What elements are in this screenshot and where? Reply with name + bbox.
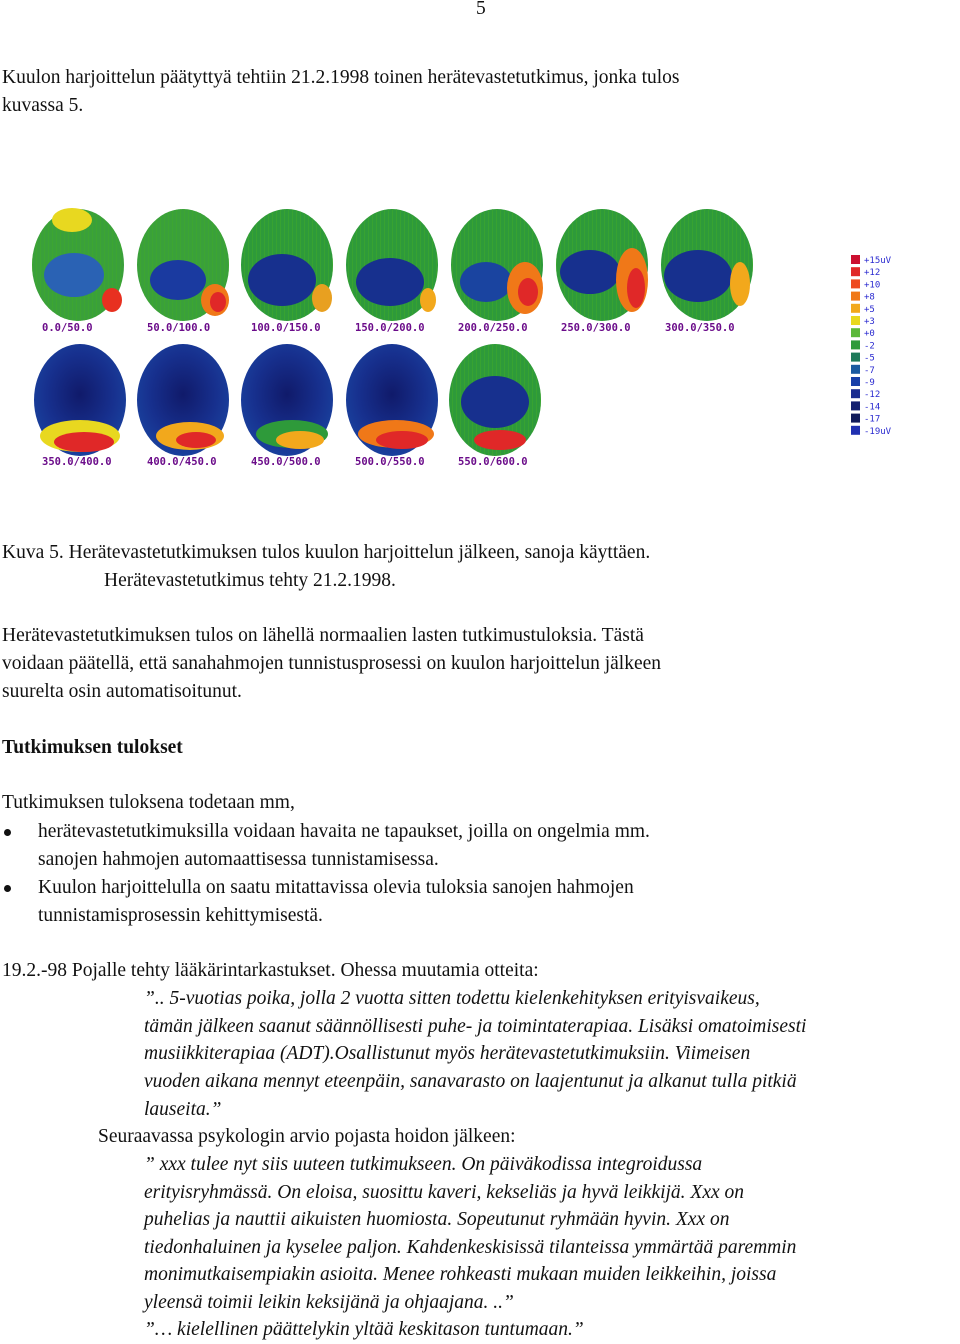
map-label-4: 150.0/200.0 [355, 322, 425, 334]
quote1-line-5: lauseita.” [144, 1099, 222, 1120]
scale-label: -12 [864, 390, 881, 401]
brain-map-10 [241, 344, 333, 456]
map-label-5: 200.0/250.0 [458, 322, 528, 334]
results-intro: Tutkimuksen tuloksena todetaan mm, [2, 792, 295, 813]
scale-swatch [851, 316, 860, 325]
quote2-line-5: monimutkaisempiakin asioita. Menee rohkeasti mukaan muiden leikkeihin, joissa [144, 1264, 777, 1285]
bullet-1-line-1: herätevastetutkimuksilla voidaan havaita ne tapaukset, joilla on ongelmia mm. [38, 821, 650, 842]
brain-map-11 [346, 344, 438, 456]
intro-line-1: Kuulon harjoittelun päätyttyä tehtiin 21.2.1998 toinen herätevastetutkimus, jonka tulos [2, 67, 680, 88]
brain-map-9 [137, 344, 229, 456]
scale-label: -9 [864, 378, 875, 388]
scale-swatch [851, 304, 860, 313]
brain-map-3 [241, 209, 333, 321]
bullet-1-line-2: sanojen hahmojen automaattisessa tunnistamisessa. [38, 849, 439, 870]
scale-swatch [851, 279, 860, 288]
quote1-line-1: ”.. 5-vuotias poika, jolla 2 vuotta sitten todettu kielenkehityksen erityisvaikeus, [144, 988, 760, 1009]
para1-line-3: suurelta osin automatisoitunut. [2, 681, 242, 702]
brain-map-5 [451, 209, 543, 321]
quote1-line-2: tämän jälkeen saanut säännöllisesti puhe- ja toimintaterapiaa. Lisäksi omatoimisesti [144, 1016, 807, 1037]
bullet-2-line-1: Kuulon harjoittelulla on saatu mitattavissa olevia tuloksia sanojen hahmojen [38, 877, 634, 898]
date-line: 19.2.-98 Pojalle tehty lääkärintarkastukset. Ohessa muutamia otteita: [2, 960, 539, 981]
scale-swatch [851, 255, 860, 264]
brain-map-2 [137, 209, 229, 321]
scale-swatch [851, 328, 860, 337]
map-label-12: 550.0/600.0 [458, 456, 528, 468]
para1-line-2: voidaan päätellä, että sanahahmojen tunnistusprosessi on kuulon harjoittelun jälkeen [2, 653, 662, 674]
quote1-line-3: musiikkiterapiaa (ADT).Osallistunut myös herätevastetutkimuksiin. Viimeisen [144, 1043, 751, 1064]
scale-label: -17 [864, 414, 881, 425]
scale-label: +5 [864, 304, 875, 315]
scale-swatch [851, 389, 860, 398]
quote2-line-4: tiedonhaluinen ja kyselee paljon. Kahdenkeskisissä tilanteissa ymmärtää paremmin [144, 1237, 797, 1258]
map-label-1: 0.0/50.0 [42, 322, 93, 334]
scale-label: +12 [864, 268, 881, 279]
scale-swatch [851, 267, 860, 276]
para1-line-1: Herätevastetutkimuksen tulos on lähellä normaalien lasten tutkimustuloksia. Tästä [2, 625, 644, 646]
map-label-3: 100.0/150.0 [251, 322, 321, 334]
brain-map-figure [0, 190, 960, 480]
scale-swatch [851, 401, 860, 410]
quote2-line-2: erityisryhmässä. On eloisa, suosittu kaveri, kekseliäs ja hyvä leikkijä. Xxx on [144, 1182, 745, 1203]
brain-map-4 [346, 209, 438, 321]
map-label-7: 300.0/350.0 [665, 322, 735, 334]
brain-map-1 [32, 208, 124, 321]
map-row-1 [32, 208, 753, 334]
quote2-line-1: ” xxx tulee nyt siis uuteen tutkimukseen. On päiväkodissa integroidussa [144, 1154, 703, 1175]
map-label-9: 400.0/450.0 [147, 456, 217, 468]
map-label-6: 250.0/300.0 [561, 322, 631, 334]
section-heading: Tutkimuksen tulokset [2, 737, 183, 758]
brain-map-8 [34, 344, 126, 456]
quote2-line-7: ”… kielellinen päättelykin yltää keskitason tuntumaan.” [144, 1319, 584, 1340]
scale-label: +10 [864, 280, 881, 291]
brain-map-6 [556, 209, 648, 321]
bullet-dot-1 [4, 829, 11, 836]
scale-swatch [851, 426, 860, 435]
scale-label: +8 [864, 292, 875, 303]
scale-swatch [851, 377, 860, 386]
scale-label: -5 [864, 353, 875, 364]
scale-label: +0 [864, 329, 875, 340]
quote1-line-4: vuoden aikana mennyt eteenpäin, sanavarasto on laajentunut ja alkanut tulla pitkiä [144, 1071, 797, 1092]
bullet-2-line-2: tunnistamisprosessin kehittymisestä. [38, 905, 323, 926]
scale-swatch [851, 292, 860, 301]
page-number: 5 [476, 0, 486, 19]
map-row-2 [34, 344, 541, 468]
map-label-8: 350.0/400.0 [42, 456, 112, 468]
map-label-2: 50.0/100.0 [147, 322, 211, 334]
brain-map-12 [449, 344, 541, 456]
quote2-line-3: puhelias ja nauttii aikuisten huomiosta. Sopeutunut ryhmään hyvin. Xxx on [144, 1209, 730, 1230]
map-label-11: 500.0/550.0 [355, 456, 425, 468]
intro-line-2: kuvassa 5. [2, 95, 84, 116]
scale-label: -19uV [864, 426, 892, 437]
caption-line-2: Herätevastetutkimus tehty 21.2.1998. [104, 570, 396, 591]
scale-swatch [851, 353, 860, 362]
brain-map-7 [661, 209, 753, 321]
map-label-10: 450.0/500.0 [251, 456, 321, 468]
scale-label: +3 [864, 317, 875, 327]
scale-label: -2 [864, 341, 875, 352]
scale-swatch [851, 340, 860, 349]
caption-line-1: Kuva 5. Herätevastetutkimuksen tulos kuulon harjoittelun jälkeen, sanoja käyttäen. [2, 542, 651, 563]
color-scale-legend [851, 255, 892, 437]
scale-label: +15uV [864, 256, 892, 266]
scale-swatch [851, 414, 860, 423]
quote2-line-6: yleensä toimii leikin keksijänä ja ohjaajana. ..” [144, 1292, 514, 1313]
scale-label: -14 [864, 402, 881, 413]
scale-swatch [851, 365, 860, 374]
scale-label: -7 [864, 365, 875, 376]
bullet-dot-2 [4, 885, 11, 892]
psychologist-line: Seuraavassa psykologin arvio pojasta hoidon jälkeen: [98, 1126, 516, 1147]
